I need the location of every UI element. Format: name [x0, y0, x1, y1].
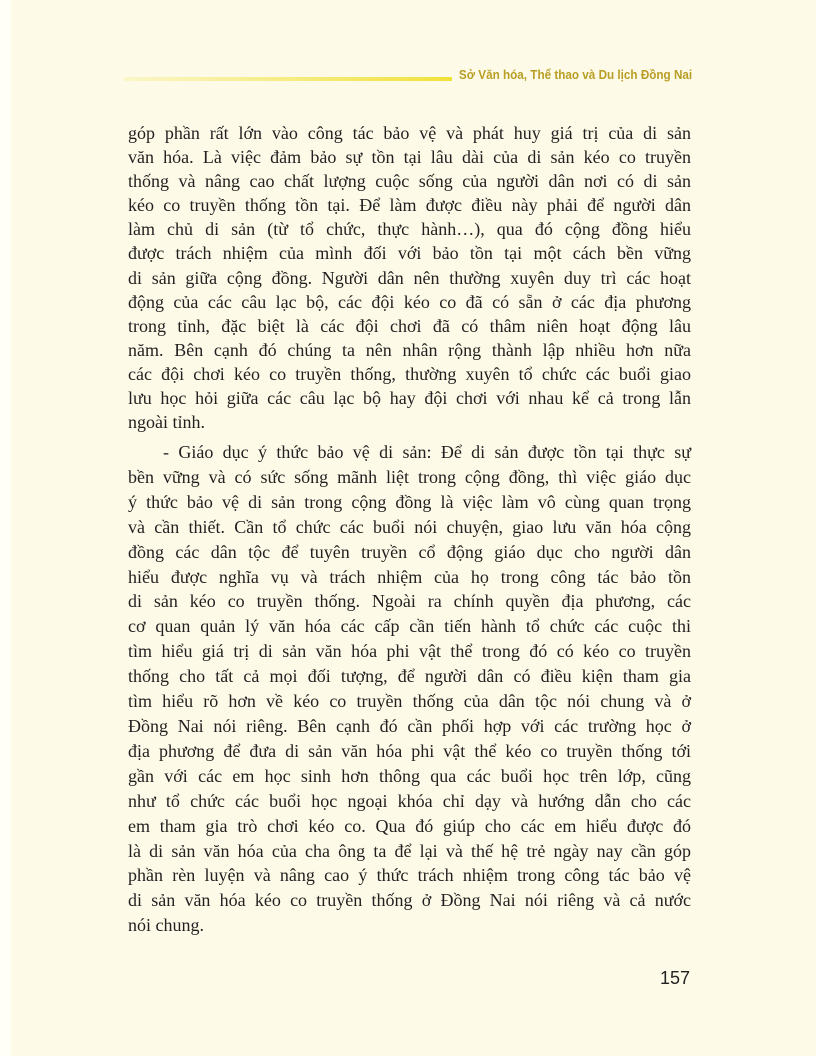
text-line: lưu học hỏi giữa các câu lạc bộ hay đội chơi với nhau kể cả trong lẫn: [128, 388, 691, 409]
text-line: làm chủ di sản (từ tổ chức, thực hành…), qua đó cộng đồng hiểu: [128, 219, 691, 240]
text-line: di sản kéo co truyền thống. Ngoài ra chính quyền địa phương, các: [128, 591, 691, 612]
page-number: 157: [659, 968, 690, 988]
text-line: văn hóa. Là việc đảm bảo sự tồn tại lâu dài của di sản kéo co truyền: [128, 147, 691, 168]
text-line: bền vững và có sức sống mãnh liệt trong cộng đồng, thì việc giáo dục: [128, 466, 691, 487]
text-line: tìm hiểu giá trị di sản văn hóa phi vật thể trong đó có kéo co truyền: [128, 641, 691, 662]
text-line: như tổ chức các buổi học ngoại khóa chỉ dạy và hướng dẫn cho các: [128, 790, 691, 811]
text-line: Đồng Nai nói riêng. Bên cạnh đó cần phối hợp với các trường học ở: [128, 715, 691, 736]
text-line: được trách nhiệm của mình đối với bảo tồn tại một cách bền vững: [128, 243, 691, 264]
text-line: hiểu được nghĩa vụ và trách nhiệm của họ trong công tác bảo tồn: [128, 566, 691, 587]
text-line: các đội chơi kéo co truyền thống, thường xuyên tổ chức các buổi giao: [128, 363, 691, 384]
text-line: - Giáo dục ý thức bảo vệ di sản: Để di sản được tồn tại thực sự: [163, 442, 691, 462]
text-line: năm. Bên cạnh đó chúng ta nên nhân rộng thành lập nhiều hơn nữa: [128, 339, 691, 360]
text-line: góp phần rất lớn vào công tác bảo vệ và phát huy giá trị của di sản: [128, 123, 691, 143]
text-line: tìm hiểu rõ hơn về kéo co truyền thống của dân tộc nói chung và ở: [128, 691, 691, 712]
text-line: địa phương để đưa di sản văn hóa phi vật thể kéo co truyền thống tới: [128, 740, 691, 761]
text-line: ý thức bảo vệ di sản trong cộng đồng là việc làm vô cùng quan trọng: [128, 491, 691, 512]
text-line: trong tỉnh, đặc biệt là các đội chơi đã có thâm niên hoạt động lâu: [128, 315, 691, 336]
text-line: và cần thiết. Cần tổ chức các buổi nói chuyện, giao lưu văn hóa cộng: [128, 516, 691, 537]
text-line: là di sản văn hóa của cha ông ta để lại và thế hệ trẻ ngày nay cần góp: [128, 840, 691, 861]
text-line: em tham gia trò chơi kéo co. Qua đó giúp cho các em hiểu được đó: [128, 815, 691, 836]
text-line: đồng các dân tộc để tuyên truyền cổ động giáo dục cho người dân: [128, 541, 691, 562]
text-line: nói chung.: [128, 915, 204, 936]
paragraph: [128, 440, 691, 938]
text-line: di sản văn hóa kéo co truyền thống ở Đồng Nai nói riêng và cả nước: [128, 890, 691, 911]
text-line: gần với các em học sinh hơn thông qua các buổi học trên lớp, cũng: [128, 765, 691, 786]
text-line: động của các câu lạc bộ, các đội kéo co đã có sẵn ở các địa phương: [128, 291, 691, 312]
text-line: thống và nâng cao chất lượng cuộc sống của người dân nơi có di sản: [128, 171, 691, 192]
text-line: cơ quan quản lý văn hóa các cấp cần tiến hành tổ chức các cuộc thi: [128, 616, 691, 637]
paragraph: [128, 121, 691, 434]
page-edge: [0, 0, 11, 1056]
running-header: Sở Văn hóa, Thể thao và Du lịch Đồng Nai: [458, 67, 692, 82]
text-line: ngoài tỉnh.: [128, 412, 205, 433]
text-line: kéo co truyền thống tồn tại. Để làm được điều này phải để người dân: [128, 195, 691, 216]
text-line: di sản giữa cộng đồng. Người dân nên thường xuyên duy trì các hoạt: [128, 267, 691, 288]
text-line: phần rèn luyện và nâng cao ý thức trách nhiệm trong công tác bảo vệ: [128, 865, 691, 886]
header-rule: [124, 77, 452, 81]
text-line: thống cho tất cả mọi đối tượng, để người dân có điều kiện tham gia: [128, 666, 691, 687]
